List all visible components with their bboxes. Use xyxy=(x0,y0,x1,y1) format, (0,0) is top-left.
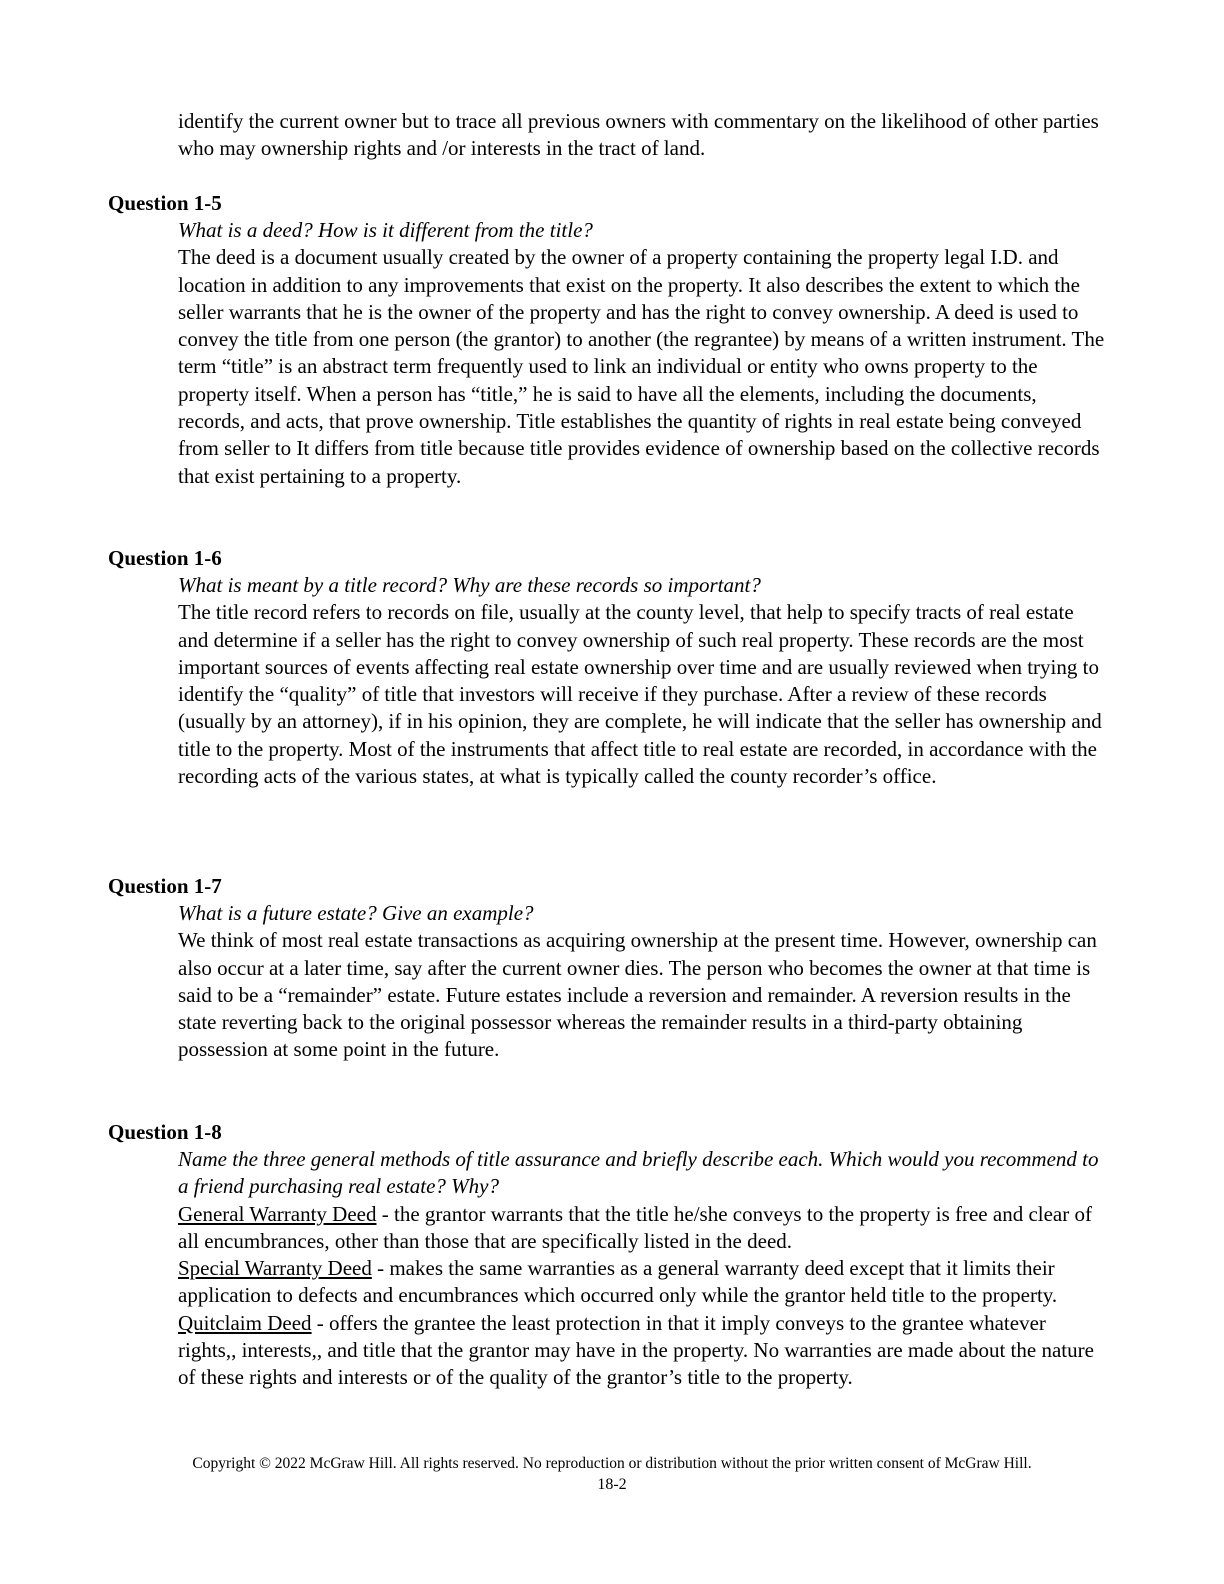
question-1-7-section xyxy=(178,900,1108,1064)
deed-term-special: Special Warranty Deed xyxy=(178,1256,372,1281)
question-1-8-heading: Question 1-8 xyxy=(108,1120,222,1144)
question-1-6-prompt: What is meant by a title record? Why are these records so important? xyxy=(178,573,761,597)
deed-desc-quitclaim: - offers the grantee the least protection in that it imply conveys to the grantee whatever rights,, interests,, and title that the grantor may have in the property. No warranties are made about the nature of these rights and interests or of the quality of the grantor’s title to the property. xyxy=(178,1310,1094,1390)
question-1-8-section xyxy=(178,1146,1108,1392)
deed-term-quitclaim: Quitclaim Deed xyxy=(178,1310,312,1335)
deed-term-general: General Warranty Deed xyxy=(178,1201,377,1226)
deed-desc-special: - makes the same warranties as a general warranty deed except that it limits their application to defects and encumbrances which occurred only while the grantor held title to the property. xyxy=(178,1256,1058,1308)
question-1-5-heading: Question 1-5 xyxy=(108,191,222,215)
page-number: 18-2 xyxy=(597,1476,627,1493)
deed-type-general xyxy=(178,1201,1108,1256)
question-1-8-prompt: Name the three general methods of title assurance and briefly describe each. Which would you recommend to a friend purchasing real estate? Why? xyxy=(178,1147,1099,1199)
intro-paragraph xyxy=(178,108,1108,163)
question-1-6-answer: The title record refers to records on file, usually at the county level, that help to specify tracts of real estate and determine if a seller has the right to convey ownership of such real property. These records are the most important sources of events affecting real estate ownership over time and are usually reviewed when trying to identify the “quality” of title that investors will receive if they purchase. After a review of these records (usually by an attorney), if in his opinion, they are complete, he will indicate that the seller has ownership and title to the property. Most of the instruments that affect title to real estate are recorded, in accordance with the recording acts of the various states, at what is typically called the county recorder’s office. xyxy=(178,600,1102,789)
intro-text: identify the current owner but to trace all previous owners with commentary on the likelihood of other parties who may ownership rights and /or interests in the tract of land. xyxy=(178,109,1099,161)
deed-type-special xyxy=(178,1255,1108,1310)
deed-type-quitclaim xyxy=(178,1310,1108,1392)
question-1-6-section xyxy=(178,572,1108,790)
question-1-5-answer: The deed is a document usually created by the owner of a property containing the property legal I.D. and location in addition to any improvements that exist on the property. It also describes the extent to which the seller warrants that he is the owner of the property and has the right to convey ownership. A deed is used to convey the title from one person (the grantor) to another (the regrantee) by means of a written instrument. The term “title” is an abstract term frequently used to link an individual or entity who owns property to the property itself. When a person has “title,” he is said to have all the elements, including the documents, records, and acts, that prove ownership. Title establishes the quantity of rights in real estate being conveyed from seller to It differs from title because title provides evidence of ownership based on the collective records that exist pertaining to a property. xyxy=(178,245,1105,488)
question-1-7-answer: We think of most real estate transactions as acquiring ownership at the present time. However, ownership can also occur at a later time, say after the current owner dies. The person who becomes the owner at that time is said to be a “remainder” estate. Future estates include a reversion and remainder. A reversion results in the state reverting back to the original possessor whereas the remainder results in a third-party obtaining possession at some point in the future. xyxy=(178,928,1097,1062)
copyright-footer: Copyright © 2022 McGraw Hill. All rights reserved. No reproduction or distribution without the prior written consent of McGraw Hill. xyxy=(192,1455,1032,1472)
question-1-5-section xyxy=(178,217,1108,490)
question-1-6-heading: Question 1-6 xyxy=(108,546,222,570)
question-1-7-heading: Question 1-7 xyxy=(108,874,222,898)
question-1-5-prompt: What is a deed? How is it different from the title? xyxy=(178,218,593,242)
question-1-7-prompt: What is a future estate? Give an example? xyxy=(178,901,534,925)
deed-desc-general: - the grantor warrants that the title he/she conveys to the property is free and clear of all encumbrances, other than those that are specifically listed in the deed. xyxy=(178,1201,1092,1253)
